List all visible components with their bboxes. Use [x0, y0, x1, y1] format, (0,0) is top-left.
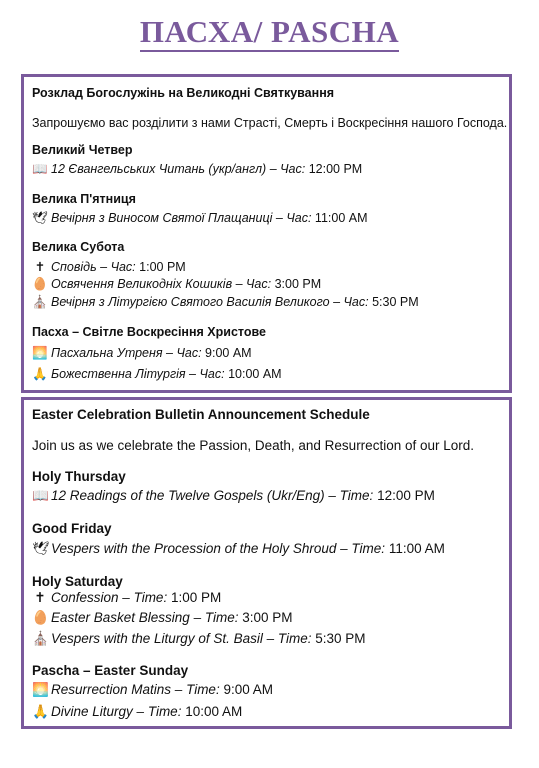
cross-icon: ✝	[34, 590, 46, 605]
time-label: Time:	[186, 682, 220, 697]
schedule-intro: Запрошуємо вас розділити з нами Страсті, Смерть і Воскресіння нашого Господа.	[32, 116, 508, 130]
service-name: Easter Basket Blessing	[51, 610, 190, 625]
service-name: Вечірня з Виносом Святої Плащаниці	[51, 211, 273, 225]
egg-icon: 🥚	[32, 610, 49, 625]
time-separator: –	[336, 541, 352, 556]
time-value: 11:00 AM	[388, 541, 445, 556]
time-value: 12:00 PM	[377, 488, 435, 503]
time-label: Час:	[176, 346, 202, 360]
service-line	[32, 367, 282, 382]
time-label: Час:	[343, 295, 369, 309]
service-line	[32, 211, 368, 226]
book-icon: 📖	[32, 488, 49, 503]
time-separator: –	[132, 704, 148, 719]
time-value: 9:00 AM	[223, 682, 273, 697]
page-title: ПАСХА/ PASCHA	[0, 14, 539, 50]
time-value: 12:00 PM	[308, 162, 363, 176]
english-schedule-box	[21, 397, 512, 729]
time-separator: –	[96, 260, 111, 274]
service-name: Сповідь	[51, 260, 97, 274]
service-name: Освячення Великодніх Кошиків	[51, 277, 233, 291]
time-label: Time:	[147, 704, 182, 719]
service-name: 12 Євангельських Читань (укр/англ)	[51, 162, 267, 176]
sunrise-icon: 🌅	[32, 346, 48, 360]
dove-icon: 🕊	[32, 541, 50, 556]
time-value: 10:00 AM	[185, 704, 243, 719]
time-value: 5:30 PM	[372, 295, 419, 309]
time-value: 11:00 AM	[314, 211, 368, 225]
service-line	[32, 346, 252, 361]
service-line	[32, 590, 221, 606]
schedule-heading: Розклад Богослужінь на Великодні Святкування	[32, 86, 335, 100]
time-label: Час:	[246, 277, 272, 291]
time-label: Time:	[339, 488, 374, 503]
praying-hands-icon: 🙏	[32, 367, 48, 381]
day-heading: Пасха – Світле Воскресіння Христове	[32, 325, 266, 339]
time-label: Time:	[277, 631, 312, 646]
time-separator: –	[171, 682, 187, 697]
time-value: 1:00 PM	[170, 590, 222, 605]
day-heading: Good Friday	[32, 521, 112, 536]
service-name: Пасхальна Утреня	[51, 346, 163, 360]
service-name: Vespers with the Procession of the Holy Shroud	[51, 541, 337, 556]
sunrise-icon: 🌅	[32, 682, 49, 697]
time-separator: –	[266, 162, 281, 176]
egg-icon: 🥚	[32, 277, 48, 291]
praying-hands-icon: 🙏	[32, 704, 49, 719]
day-heading: Великий Четвер	[32, 143, 133, 157]
time-separator: –	[118, 590, 134, 605]
time-label: Час:	[286, 211, 312, 225]
service-name: Resurrection Matins	[51, 682, 172, 697]
cross-icon: ✝	[34, 260, 46, 274]
ukrainian-schedule-box	[21, 74, 512, 393]
service-line	[32, 682, 273, 698]
time-separator: –	[189, 610, 205, 625]
time-value: 3:00 PM	[242, 610, 293, 625]
time-label: Time:	[204, 610, 239, 625]
service-line	[32, 295, 419, 310]
time-separator: –	[162, 346, 177, 360]
time-value: 10:00 AM	[228, 367, 282, 381]
church-icon: ⛪	[32, 295, 48, 309]
service-line	[32, 610, 293, 626]
service-line	[32, 631, 366, 647]
service-line	[32, 541, 445, 557]
day-heading: Pascha – Easter Sunday	[32, 663, 189, 678]
time-label: Час:	[199, 367, 225, 381]
day-heading: Велика П'ятниця	[32, 192, 136, 206]
day-heading: Holy Saturday	[32, 574, 123, 589]
service-line	[32, 488, 435, 504]
time-separator: –	[324, 488, 340, 503]
church-icon: ⛪	[32, 631, 49, 646]
time-value: 9:00 AM	[205, 346, 252, 360]
service-name: Confession	[51, 590, 119, 605]
time-separator: –	[262, 631, 278, 646]
time-label: Час:	[110, 260, 136, 274]
time-label: Time:	[351, 541, 386, 556]
dove-icon: 🕊	[32, 211, 48, 225]
time-label: Time:	[133, 590, 168, 605]
service-line	[32, 162, 362, 177]
schedule-heading: Easter Celebration Bulletin Announcement Schedule	[32, 407, 370, 422]
service-name: Divine Liturgy	[51, 704, 133, 719]
time-separator: –	[272, 211, 287, 225]
service-line	[32, 259, 186, 274]
service-line	[32, 704, 242, 720]
schedule-intro: Join us as we celebrate the Passion, Death, and Resurrection of our Lord.	[32, 438, 474, 453]
service-name: Vespers with the Liturgy of St. Basil	[51, 631, 263, 646]
day-heading: Holy Thursday	[32, 469, 126, 484]
service-name: 12 Readings of the Twelve Gospels (Ukr/Eng)	[51, 488, 325, 503]
book-icon: 📖	[32, 162, 48, 176]
day-heading: Велика Субота	[32, 240, 125, 254]
service-name: Вечірня з Літургією Святого Василія Великого	[51, 295, 330, 309]
service-line	[32, 277, 321, 292]
time-value: 5:30 PM	[315, 631, 366, 646]
time-value: 1:00 PM	[139, 260, 186, 274]
time-separator: –	[232, 277, 247, 291]
time-separator: –	[185, 367, 200, 381]
time-value: 3:00 PM	[274, 277, 322, 291]
time-separator: –	[329, 295, 344, 309]
service-name: Божественна Літургія	[51, 367, 186, 381]
time-label: Час:	[280, 162, 306, 176]
